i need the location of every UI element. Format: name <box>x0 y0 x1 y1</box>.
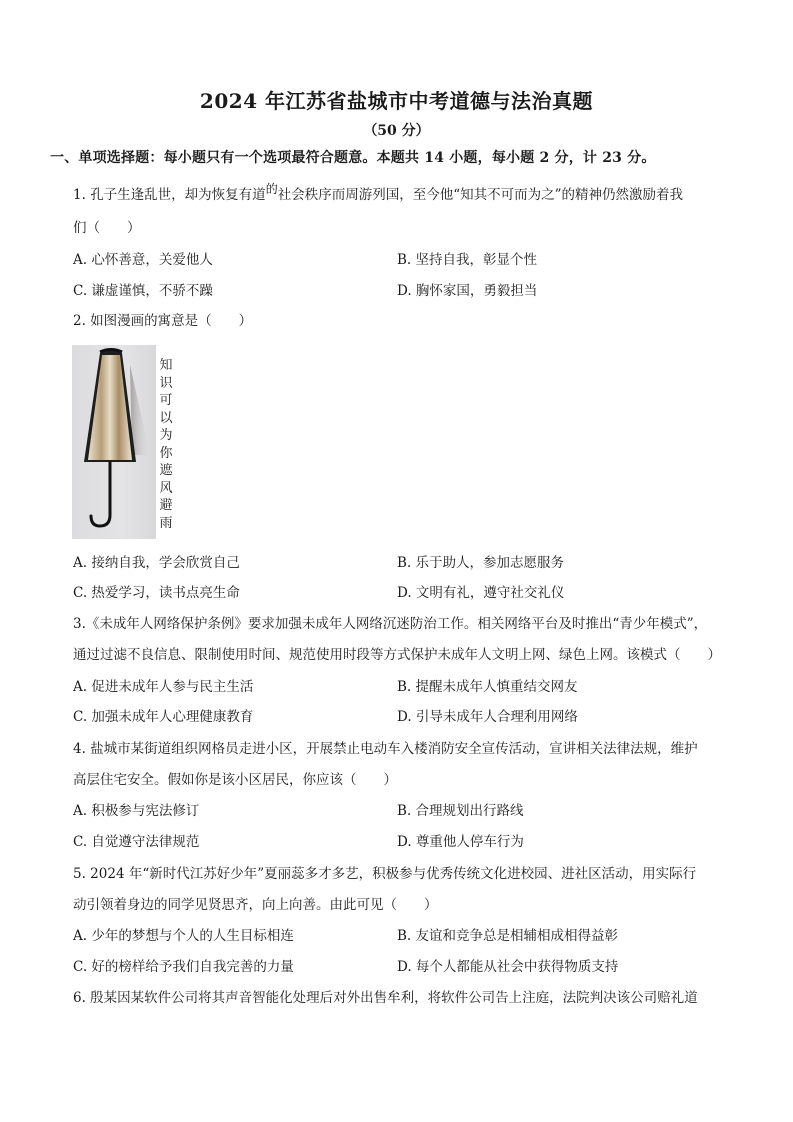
question-5-stem-line-1: 5. 2024 年“新时代江苏好少年”夏丽蕊多才多艺，积极参与优秀传统文化进校园、进社区活动，用实际行 <box>73 866 697 882</box>
question-4-option-c[interactable]: C. 自觉遵守法律规范 <box>73 834 200 850</box>
question-3-option-c[interactable]: C. 加强未成年人心理健康教育 <box>73 709 254 725</box>
question-2-stem: 2. 如图漫画的寓意是（ ） <box>73 313 253 329</box>
superscript-char: 的 <box>265 182 278 196</box>
question-2-option-a[interactable]: A. 接纳自我，学会欣赏自己 <box>73 555 240 571</box>
question-1-option-d[interactable]: D. 胸怀家国，勇毅担当 <box>397 283 538 299</box>
question-2-option-b[interactable]: B. 乐于助人，参加志愿服务 <box>397 555 565 571</box>
question-1-option-a[interactable]: A. 心怀善意，关爱他人 <box>73 252 213 268</box>
page-title: 2024 年江苏省盐城市中考道德与法治真题 <box>199 89 594 113</box>
question-3-option-a[interactable]: A. 促进未成年人参与民主生活 <box>73 679 254 695</box>
book-umbrella-illustration <box>72 345 156 539</box>
section-header: 一、单项选择题：每小题只有一个选项最符合题意。本题共 14 小题，每小题 2 分，计 23 分。 <box>50 150 656 166</box>
question-5-option-c[interactable]: C. 好的榜样给予我们自我完善的力量 <box>73 959 294 975</box>
question-5-stem-line-2: 动引领着身边的同学见贤思齐，向上向善。由此可见（ ） <box>73 897 438 913</box>
total-score-note: （50 分） <box>363 123 430 139</box>
question-1-stem-line-2: 们（ ） <box>73 220 141 236</box>
question-4-stem-line-1: 4. 盐城市某街道组织网格员走进小区，开展禁止电动车入楼消防安全宣传活动，宣讲相关法律法规，维护 <box>73 741 698 757</box>
question-2-option-c[interactable]: C. 热爱学习，读书点亮生命 <box>73 585 240 601</box>
book-umbrella-cartoon-image <box>72 345 156 539</box>
question-2-option-d[interactable]: D. 文明有礼，遵守社交礼仪 <box>397 585 565 601</box>
question-1-option-b[interactable]: B. 坚持自我，彰显个性 <box>397 252 538 268</box>
question-number: 1. <box>73 187 86 203</box>
question-5-option-b[interactable]: B. 友谊和竞争总是相辅相成相得益彰 <box>397 928 619 944</box>
question-3-option-d[interactable]: D. 引导未成年人合理利用网络 <box>397 709 578 725</box>
question-4-option-b[interactable]: B. 合理规划出行路线 <box>397 803 524 819</box>
question-5-option-a[interactable]: A. 少年的梦想与个人的人生目标相连 <box>73 928 294 944</box>
question-1-option-c[interactable]: C. 谦虚谨慎，不骄不躁 <box>73 283 213 299</box>
question-3-stem-line-1: 3.《未成年人网络保护条例》要求加强未成年人网络沉迷防治工作。相关网络平台及时推出“青少年模式”， <box>73 616 708 632</box>
question-4-option-d[interactable]: D. 尊重他人停车行为 <box>397 834 524 850</box>
cartoon-caption: 知识可以为你遮风避雨 <box>159 358 173 531</box>
question-3-stem-line-2: 通过过滤不良信息、限制使用时间、规范使用时段等方式保护未成年人文明上网、绿色上网。该模式（ ） <box>73 647 721 663</box>
question-4-stem-line-2: 高层住宅安全。假如你是该小区居民，你应该（ ） <box>73 772 397 788</box>
question-4-option-a[interactable]: A. 积极参与宪法修订 <box>73 803 200 819</box>
question-3-option-b[interactable]: B. 提醒未成年人慎重结交网友 <box>397 679 578 695</box>
question-1-stem-line-1: 1. 孔子生逢乱世，却为恢复有道的社会秩序而周游列国，至今他“知其不可而为之”的精神仍然激励着我 <box>73 182 684 203</box>
question-6-stem-line-1: 6. 殷某因某软件公司将其声音智能化处理后对外出售牟利，将软件公司告上注庭，法院判决该公司赔礼道 <box>73 990 698 1006</box>
question-5-option-d[interactable]: D. 每个人都能从社会中获得物质支持 <box>397 959 619 975</box>
